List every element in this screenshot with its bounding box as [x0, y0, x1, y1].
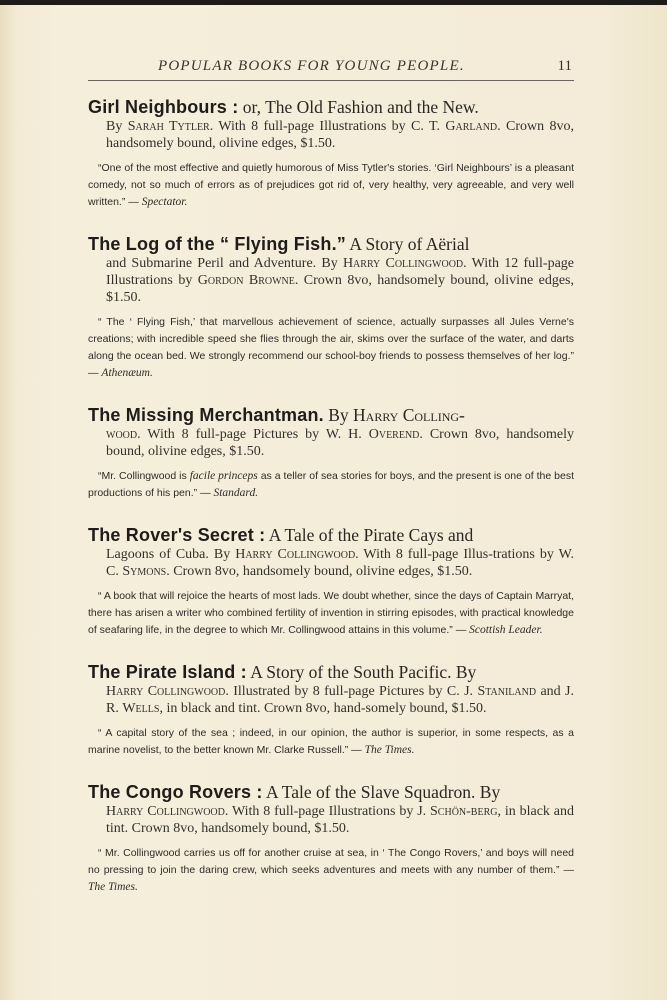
review-quote — [88, 845, 574, 896]
details-text: With 8 full-page Illustrations by C. T. — [213, 119, 446, 134]
details-text: and J. R. — [106, 684, 574, 716]
quote-text: “ Mr. Collingwood carries us off for another cruise at sea, in ‘ The Congo Rovers,’ and boys will need no pressing to join the daring crew, which seeks adventures and meets with any number of them.” — — [88, 847, 574, 876]
details-text: Crown 8vo, handsomely bound, olivine edges, $1.50. — [106, 273, 575, 305]
book-entry-flying-fish — [88, 233, 574, 382]
page-header — [88, 58, 574, 81]
quote-text: as a teller of sea stories for boys, and the present is one of the best productions of his pen.” — — [88, 470, 574, 499]
review-quote — [88, 468, 574, 502]
entry-heading — [88, 404, 574, 426]
book-entry-congo-rovers — [88, 781, 574, 896]
book-subtitle: A Story of the South Pacific. By — [246, 662, 477, 682]
details-text: in black and tint. Crown 8vo, hand-somely bound, $1.50. — [162, 701, 487, 716]
details-text: in black and tint. Crown 8vo, handsomely bound, $1.50. — [106, 804, 575, 836]
running-head: POPULAR BOOKS FOR YOUNG PEOPLE. — [158, 58, 465, 74]
quote-text: “ A book that will rejoice the hearts of most lads. We doubt whether, since the days of Captain Marryat, there has arisen a writer who combined fertility of invention in stirring episodes, with practical knowledge of seafaring life, in the degree to which Mr. Collingwood attains in this volume.” — — [88, 590, 574, 636]
book-title: The Missing Merchantman. — [88, 405, 324, 425]
quote-text: “Mr. Collingwood is — [98, 470, 190, 482]
review-quote — [88, 725, 574, 759]
entry-details — [106, 255, 574, 306]
review-quote — [88, 588, 574, 639]
by-text: By — [106, 119, 128, 134]
details-text: Lagoons of Cuba. By — [106, 547, 236, 562]
entry-details — [106, 683, 574, 717]
by-text: By — [323, 405, 354, 425]
book-title: The Rover's Secret : — [88, 525, 266, 545]
review-source: Scottish Leader. — [469, 624, 543, 636]
book-title: Girl Neighbours : — [88, 97, 239, 117]
entry-heading — [88, 233, 574, 255]
details-text: With 8 full-page Illustrations by J. — [228, 804, 431, 819]
quote-text: “ The ‘ Flying Fish,’ that marvellous achievement of science, actually surpasses all Jules Verne's creations; with incredible speed she flies through the air, skims over the surface of the water, and darts along the ocean bed. We strongly recommend our school-boy friends to possess themselves of her log.” — — [88, 316, 574, 379]
book-entry-girl-neighbours — [88, 96, 574, 211]
book-title: The Pirate Island : — [88, 662, 247, 682]
author-name: Harry Collingwood. — [106, 804, 229, 819]
quote-text: “One of the most effective and quietly humorous of Miss Tytler's stories. ‘Girl Neighbours’ is a pleasant comedy, not so much of errors as of prejudices got rid of, very healthy, very agreeable, and very well written.” — — [88, 162, 574, 208]
illustrator-name: Staniland — [477, 684, 537, 699]
review-quote — [88, 314, 574, 382]
details-text: With 8 full-page Pictures by W. H. — [140, 427, 369, 442]
book-title: The Congo Rovers : — [88, 782, 263, 802]
book-title: The Log of the “ Flying Fish.” — [88, 234, 346, 254]
review-source: The Times. — [88, 881, 138, 893]
author-name-continued: wood. — [106, 427, 141, 442]
entry-heading — [88, 781, 574, 803]
illustrator-name: Symons. — [122, 564, 170, 579]
illustrator-name: Wells, — [122, 701, 163, 716]
author-name: Harry Collingwood. — [106, 684, 229, 699]
author-name: Sarah Tytler. — [127, 119, 214, 134]
entry-details — [106, 426, 574, 460]
details-text: With 12 full-page Illustrations by — [106, 256, 574, 288]
entry-heading — [88, 524, 574, 546]
illustrator-name: Garland. — [445, 119, 501, 134]
author-name: Harry Colling- — [353, 405, 465, 425]
page-number: 11 — [557, 58, 572, 74]
book-entry-rovers-secret — [88, 524, 574, 639]
entry-heading — [88, 661, 574, 683]
book-listing — [88, 96, 574, 918]
details-text: Crown 8vo, handsomely bound, olivine edges, $1.50. — [106, 427, 574, 459]
review-quote — [88, 160, 574, 211]
review-source: Spectator. — [141, 196, 188, 208]
review-source: Athenæum. — [101, 367, 153, 379]
book-subtitle: A Story of Aërial — [345, 234, 470, 254]
details-text: With 8 full-page Illus-trations by W. C. — [106, 547, 575, 579]
page-top-edge — [0, 0, 667, 5]
quote-text: “ A capital story of the sea ; indeed, in our opinion, the author is superior, in some respects, as a marine novelist, to the better known Mr. Clarke Russell.” — — [88, 727, 574, 756]
entry-details — [106, 803, 574, 837]
illustrator-name: Gordon Browne. — [197, 273, 299, 288]
entry-details — [106, 546, 574, 580]
illustrator-name: Schön-berg, — [430, 804, 501, 819]
book-entry-pirate-island — [88, 661, 574, 759]
book-entry-missing-merchantman — [88, 404, 574, 502]
book-subtitle: or, The Old Fashion and the New. — [238, 97, 479, 117]
author-name: Harry Collingwood. — [235, 547, 359, 562]
book-subtitle: A Tale of the Pirate Cays and — [265, 525, 474, 545]
details-text: and Submarine Peril and Adventure. By — [106, 256, 343, 271]
author-name: Harry Collingwood. — [342, 256, 467, 271]
details-text: Crown 8vo, handsomely bound, olivine edges, $1.50. — [169, 564, 473, 579]
quote-emphasis: facile princeps — [189, 470, 258, 482]
entry-heading — [88, 96, 574, 118]
entry-details — [106, 118, 574, 152]
details-text: Illustrated by 8 full-page Pictures by C. J. — [228, 684, 478, 699]
review-source: The Times. — [364, 744, 415, 756]
review-source: Standard. — [213, 487, 259, 499]
details-text: Crown 8vo, handsomely bound, olivine edges, $1.50. — [106, 119, 575, 151]
book-subtitle: A Tale of the Slave Squadron. By — [262, 782, 501, 802]
illustrator-name: Overend. — [368, 427, 423, 442]
